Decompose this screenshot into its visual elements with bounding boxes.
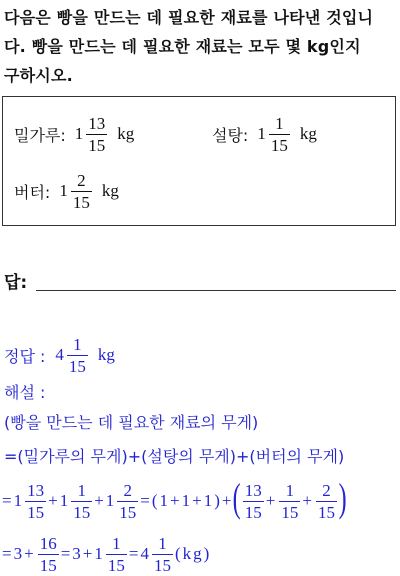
fraction-denominator: 15 [39, 555, 57, 575]
math-text: + [48, 491, 60, 510]
right-big-parenthesis: ) [338, 478, 347, 520]
fraction [86, 114, 107, 155]
fraction-bar [117, 501, 138, 502]
fraction-denominator: 15 [68, 356, 86, 376]
unit: kg [299, 124, 317, 143]
ingredient-name: 버터: [14, 182, 51, 202]
fraction-numerator: 16 [39, 533, 57, 553]
fraction-denominator: 15 [270, 135, 288, 155]
explanation-line: (빵을 만드는 데 필요한 재료의 무게) [4, 413, 259, 432]
fraction-numerator: 1 [73, 334, 82, 354]
fraction-numerator: 1 [158, 533, 167, 553]
fraction-numerator: 2 [322, 480, 331, 500]
question-line: 구하시오. [4, 66, 73, 85]
question-line: 다음은 빵을 만드는 데 필요한 재료를 나타낸 것입니 [4, 8, 374, 27]
ingredient-flour [14, 112, 134, 156]
fraction-numerator: 1 [112, 533, 121, 553]
fraction-bar [269, 134, 290, 135]
fraction-bar [279, 501, 300, 502]
equation-line [2, 478, 398, 524]
answer-blank-line [36, 290, 396, 291]
fraction-bar [86, 134, 107, 135]
fraction-numerator: 13 [88, 113, 106, 133]
math-text: + [302, 491, 314, 510]
fraction-denominator: 15 [317, 502, 335, 522]
fraction [243, 481, 264, 522]
whole-number: 1 [59, 491, 69, 510]
explanation-line: =(밀가루의 무게)+(설탕의 무게)+(버터의 무게) [4, 447, 345, 466]
fraction-denominator: 15 [119, 502, 137, 522]
math-text: (kg) [174, 544, 212, 563]
fraction-denominator: 15 [244, 502, 262, 522]
correct-answer-label: 정답 : [4, 346, 46, 366]
fraction-numerator: 13 [244, 480, 262, 500]
fraction-numerator: 1 [275, 113, 284, 133]
explanation-label: 해설 : [4, 383, 46, 402]
fraction-denominator: 15 [27, 502, 45, 522]
unit: kg [101, 181, 119, 200]
whole-number: 4 [140, 544, 149, 563]
left-big-parenthesis: ( [233, 478, 242, 520]
fraction-numerator: 1 [285, 480, 295, 500]
whole-number: 1 [74, 124, 84, 143]
math-text: = [128, 544, 141, 563]
fraction [71, 171, 92, 212]
fraction [106, 534, 127, 575]
fraction-denominator: 15 [153, 555, 171, 575]
fraction-bar [243, 501, 264, 502]
fraction-denominator: 15 [72, 192, 90, 212]
whole-number: 1 [257, 124, 266, 143]
math-text: = [2, 491, 14, 510]
fraction-bar [152, 554, 173, 555]
fraction [117, 481, 138, 522]
whole-number: 1 [13, 491, 23, 510]
fraction [152, 534, 173, 575]
whole-number: 1 [94, 544, 103, 563]
math-text: =3+ [2, 544, 36, 563]
question-line: 다. 빵을 만드는 데 필요한 재료는 모두 몇 kg인지 [4, 37, 361, 56]
fraction-numerator: 2 [77, 170, 86, 190]
ingredients-box [2, 96, 396, 226]
fraction-denominator: 15 [88, 135, 106, 155]
fraction-bar [106, 554, 127, 555]
math-text: + [265, 491, 278, 510]
fraction-denominator: 15 [107, 555, 125, 575]
ingredient-name: 밀가루: [14, 125, 66, 145]
whole-number: 1 [59, 181, 68, 200]
fraction-numerator: 13 [27, 480, 45, 500]
answer-label: 답: [4, 273, 28, 293]
fraction-bar [38, 554, 59, 555]
fraction [279, 481, 300, 522]
equation-line [2, 533, 398, 575]
fraction-denominator: 15 [281, 502, 299, 522]
ingredient-butter [14, 169, 119, 213]
fraction-bar [71, 191, 92, 192]
whole-number: 1 [105, 491, 115, 510]
fraction [316, 481, 337, 522]
fraction-bar [25, 501, 46, 502]
fraction [269, 114, 290, 155]
math-text: =(1+1+1)+ [140, 491, 234, 510]
fraction-numerator: 2 [123, 480, 133, 500]
ingredient-name: 설탕: [212, 125, 249, 145]
fraction-bar [316, 501, 337, 502]
fraction-numerator: 1 [77, 480, 86, 500]
math-text: + [94, 491, 106, 510]
correct-answer-row [4, 333, 398, 377]
math-text: =3+ [60, 544, 95, 563]
ingredient-sugar [212, 112, 317, 156]
fraction-bar [67, 355, 88, 356]
fraction [25, 481, 46, 522]
whole-number: 4 [55, 345, 64, 364]
fraction [71, 481, 92, 522]
fraction [67, 335, 88, 376]
fraction [38, 534, 59, 575]
unit: kg [117, 124, 135, 143]
fraction-denominator: 15 [73, 502, 91, 522]
unit: kg [97, 345, 115, 364]
fraction-bar [71, 501, 92, 502]
